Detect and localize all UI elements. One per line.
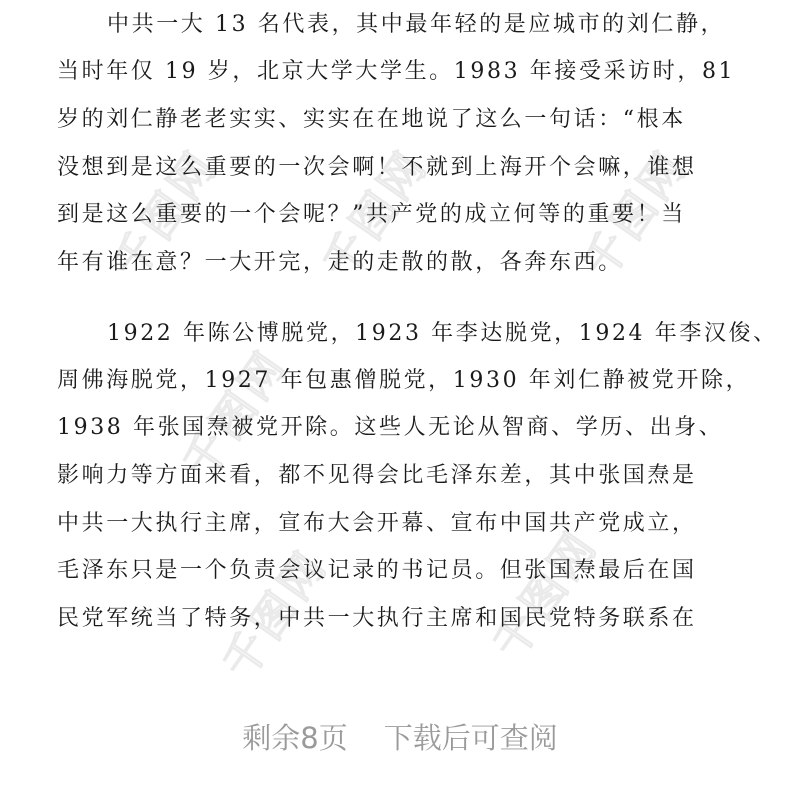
watermark: 千图网 xyxy=(573,140,698,289)
text-line: 民党军统当了特务，中共一大执行主席和国民党特务联系在 xyxy=(57,606,697,631)
text-line: 当时年仅 19 岁，北京大学大学生。1983 年接受采访时，81 xyxy=(57,59,736,84)
watermark: 千图网 xyxy=(213,540,338,689)
watermark: 千图网 xyxy=(103,140,228,289)
text-line: 1938 年张国焘被党开除。这些人无论从智商、学历、出身、 xyxy=(57,415,724,440)
text-line: 没想到是这么重要的一次会啊！不就到上海开个会嘛，谁想 xyxy=(57,155,697,180)
text-line: 岁的刘仁静老老实实、实实在在地说了这么一句话：“根本 xyxy=(57,107,686,132)
text-line: 中共一大执行主席，宣布大会开幕、宣布中国共产党成立， xyxy=(57,511,697,536)
text-line: 年有谁在意？一大开完，走的走散的散，各奔东西。 xyxy=(57,250,623,275)
watermark: 千图网 xyxy=(173,340,298,489)
text-line: 毛泽东只是一个负责会议记录的书记员。但张国焘最后在国 xyxy=(57,558,697,583)
download-hint-label[interactable]: 下载后可查阅 xyxy=(383,721,558,755)
download-prompt[interactable] xyxy=(0,715,800,761)
text-line: 1922 年陈公博脱党，1923 年李达脱党，1924 年李汉俊、 xyxy=(107,321,778,346)
text-line: 中共一大 13 名代表，其中最年轻的是应城市的刘仁静， xyxy=(107,12,726,37)
watermark: 千图网 xyxy=(483,520,608,669)
text-line: 周佛海脱党，1927 年包惠僧脱党，1930 年刘仁静被党开除， xyxy=(57,368,751,393)
remaining-pages-label[interactable]: 剩余8页 xyxy=(242,721,348,755)
watermark: 千图网 xyxy=(313,140,438,289)
text-line: 到是这么重要的一个会呢？”共产党的成立何等的重要！当 xyxy=(57,202,686,227)
text-line: 影响力等方面来看，都不见得会比毛泽东差，其中张国焘是 xyxy=(57,463,697,488)
